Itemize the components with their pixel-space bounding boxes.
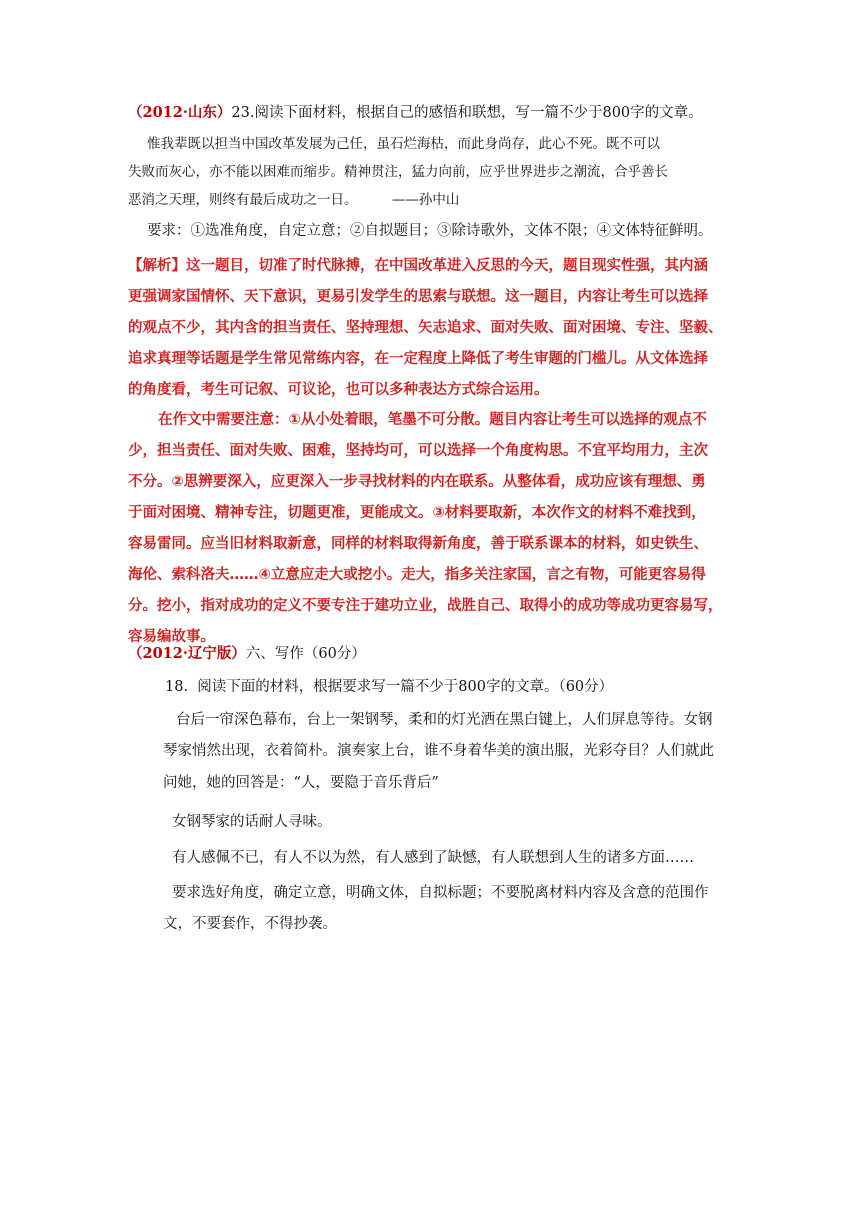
quote-line: 惟我辈既以担当中国改革发展为己任，虽石烂海枯，而此身尚存，此心不死。既不可以 <box>147 136 660 152</box>
analysis-line: 在作文中需要注意：①从小处着眼，笔墨不可分散。题目内容让考生可以选择的观点不 <box>158 412 707 428</box>
analysis-line: 不分。②思辨要深入，应更深入一步寻找材料的内在联系。从整体看，成功应该有理想、勇 <box>128 474 706 490</box>
analysis-line: 分。挖小，指对成功的定义不要专注于建功立业，战胜自己、取得小的成功等成功更容易写， <box>128 598 723 614</box>
question-1-prompt: 23.阅读下面材料，根据自己的感悟和联想，写一篇不少于800字的文章。 <box>231 105 703 121</box>
analysis-line: 海伦、索科洛夫……④立意应走大或挖小。走大，指多关注家国，言之有物，可能更容易得 <box>128 567 706 583</box>
analysis-line: 追求真理等话题是学生常见常练内容，在一定程度上降低了考生审题的门槛儿。从文体选择 <box>128 351 708 367</box>
question-2-prompt: 18. 阅读下面的材料，根据要求写一篇不少于800字的文章。（60分） <box>165 679 614 695</box>
analysis-line: 容易编故事。 <box>128 629 215 645</box>
quote-line: 恶消之天理，则终有最后成功之一日。 ——孙中山 <box>128 192 460 208</box>
material-line: 问她，她的回答是：“人，要隐于音乐背后” <box>163 775 439 791</box>
quote-line: 失败而灰心，亦不能以困难而缩步。精神贯注，猛力向前，应乎世界进步之潮流，合乎善长 <box>128 164 668 180</box>
analysis-tag: 【解析】 <box>128 258 186 274</box>
material-line: 有人感佩不已，有人不以为然，有人感到了缺憾，有人联想到人生的诸多方面…… <box>172 850 694 866</box>
question-1-heading <box>128 103 703 123</box>
analysis-line: 少，担当责任、面对失败、困难，坚持均可，可以选择一个角度构思。不宜平均用力，主次 <box>128 443 708 459</box>
question-2-section: 六、写作（60分） <box>245 646 366 662</box>
analysis-line: 于面对困境、精神专注，切题更准，更能成文。③材料要取新，本次作文的材料不难找到， <box>128 505 706 521</box>
question-2-source: （2012·辽宁版） <box>128 645 246 662</box>
analysis-line <box>128 256 708 276</box>
material-line: 要求选好角度，确定立意，明确文体，自拟标题；不要脱离材料内容及含意的范围作 <box>172 885 709 901</box>
analysis-line: 容易雷同。应当旧材料取新意，同样的材料取得新角度，善于联系课本的材料，如史铁生、 <box>128 536 708 552</box>
question-1-requirement: 要求：①选准角度，自定立意；②自拟题目；③除诗歌外，文体不限；④文体特征鲜明。 <box>147 223 713 239</box>
material-line: 琴家悄然出现，衣着简朴。演奏家上台，谁不身着华美的演出服，光彩夺目？人们就此 <box>163 743 714 759</box>
analysis-line: 的观点不少，其内含的担当责任、坚持理想、矢志追求、面对失败、面对困境、专注、坚毅、 <box>128 320 723 336</box>
material-line: 女钢琴家的话耐人寻味。 <box>172 814 332 830</box>
analysis-text: 这一题目，切准了时代脉搏，在中国改革进入反思的今天，题目现实性强，其内涵 <box>186 258 708 274</box>
material-line: 文，不要套作，不得抄袭。 <box>163 916 337 932</box>
material-line: 台后一帘深色幕布，台上一架钢琴，柔和的灯光洒在黑白键上，人们屏息等待。女钢 <box>176 712 713 728</box>
analysis-line: 的角度看，考生可记叙、可议论，也可以多种表达方式综合运用。 <box>128 382 549 398</box>
question-2-heading <box>128 644 366 664</box>
question-1-source: （2012·山东） <box>128 104 232 121</box>
analysis-line: 更强调家国情怀、天下意识，更易引发学生的思索与联想。这一题目，内容让考生可以选择 <box>128 289 708 305</box>
